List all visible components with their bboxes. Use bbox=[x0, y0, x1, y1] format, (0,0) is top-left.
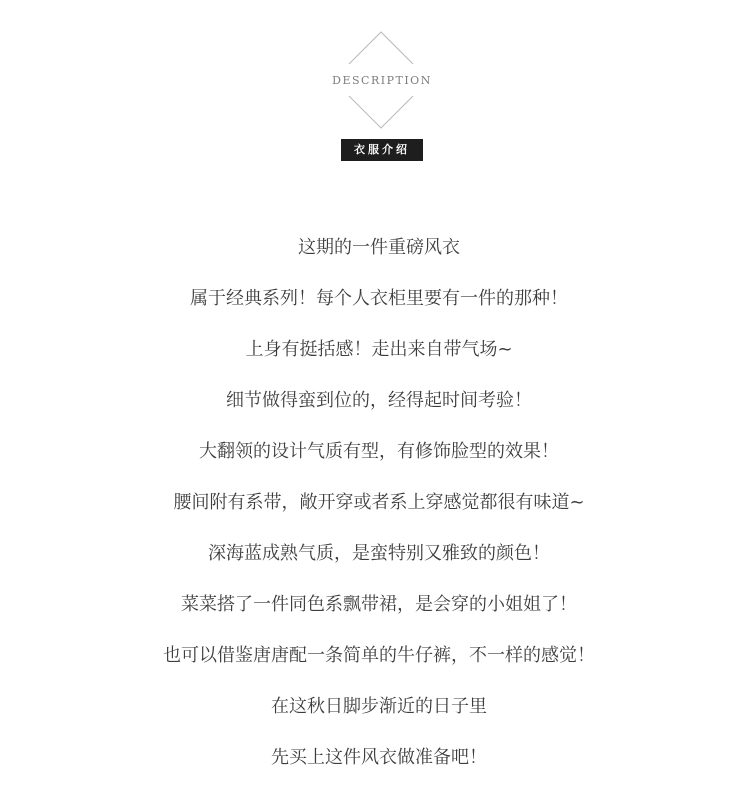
description-heading: DESCRIPTION bbox=[332, 74, 432, 87]
description-text bbox=[0, 231, 744, 792]
text-line: 这期的一件重磅风衣 bbox=[298, 237, 460, 258]
text-line: 大翻领的设计气质有型，有修饰脸型的效果！ bbox=[199, 441, 559, 462]
section-badge: 衣服介绍 bbox=[341, 139, 423, 161]
text-line: 细节做得蛮到位的，经得起时间考验！ bbox=[226, 390, 532, 411]
diamond-bottom-edge bbox=[349, 96, 413, 128]
text-line: 菜菜搭了一件同色系飘带裙，是会穿的小姐姐了！ bbox=[181, 594, 577, 615]
text-line: 深海蓝成熟气质，是蛮特别又雅致的颜色！ bbox=[208, 543, 550, 564]
text-line: 先买上这件风衣做准备吧！ bbox=[271, 747, 487, 768]
text-line: 上身有挺括感！走出来自带气场~ bbox=[245, 339, 513, 360]
text-line: 属于经典系列！每个人衣柜里要有一件的那种！ bbox=[190, 288, 568, 309]
diamond-top-edge bbox=[349, 32, 413, 64]
text-line: 在这秋日脚步渐近的日子里 bbox=[271, 696, 487, 717]
text-line: 腰间附有系带，敞开穿或者系上穿感觉都很有味道~ bbox=[173, 492, 585, 513]
text-line: 也可以借鉴唐唐配一条简单的牛仔裤，不一样的感觉！ bbox=[163, 645, 595, 666]
diamond-frame bbox=[0, 0, 744, 140]
